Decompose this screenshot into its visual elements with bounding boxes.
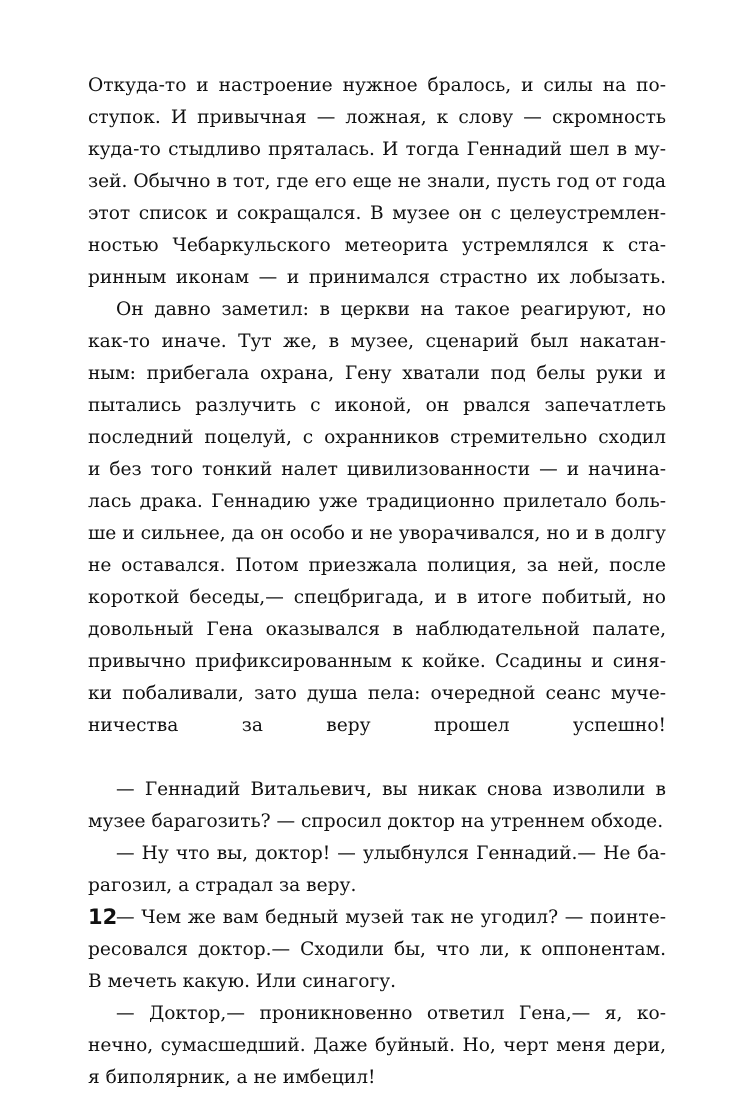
text-line: я биполярник, а не имбецил! [88,1067,376,1088]
text-line: привычно прификсированным к койке. Ссадины и синя- [88,651,666,672]
paragraph [88,294,666,774]
paragraph [88,774,666,838]
text-line: куда-то стыдливо пряталась. И тогда Геннадий шел в му- [88,139,666,160]
text-line: пытались разлучить с иконой, он рвался запечатлеть [88,395,666,416]
text-line: ностью Чебаркульского метеорита устремлялся к ста- [88,235,666,256]
text-line: и без того тонкий налет цивилизованности — и начина- [88,459,666,480]
text-line: — Доктор,— проникновенно ответил Гена,— я, ко- [116,1003,666,1024]
text-line: — Ну что вы, доктор! — улыбнулся Геннадий.— Не ба- [116,843,666,864]
text-line: ничества за веру прошел успешно! [88,715,666,736]
text-line: ки побаливали, зато душа пела: очередной сеанс муче- [88,683,666,704]
text-line [88,742,666,774]
text-line: последний поцелуй, с охранников стремительно сходил [88,427,666,448]
text-line: Он давно заметил: в церкви на такое реагируют, но [116,299,666,320]
paragraph [88,838,666,902]
text-line: Откуда-то и настроение нужное бралось, и силы на по- [88,75,666,96]
text-line: ным: прибегала охрана, Гену хватали под белы руки и [88,363,666,384]
text-line: музее барагозить? — спросил доктор на утреннем обходе. [88,811,664,832]
text-line: ринным иконам — и принимался страстно их лобызать. [88,267,666,288]
text-line: довольный Гена оказывался в наблюдательной палате, [88,619,666,640]
text-line: В мечеть какую. Или синагогу. [88,971,397,992]
text-line: лась драка. Геннадию уже традиционно прилетало боль- [88,491,666,512]
paragraph [88,998,666,1094]
paragraph [88,902,666,998]
text-line: не оставался. Потом приезжала полиция, за ней, после [88,555,666,576]
paragraph [88,70,666,294]
text-line: ступок. И привычная — ложная, к слову — скромность [88,107,666,128]
text-line: рагозил, а страдал за веру. [88,875,357,896]
text-line: нечно, сумасшедший. Даже буйный. Но, черт меня дери, [88,1035,666,1056]
text-line: ше и сильнее, да он особо и не уворачивался, но и в долгу [88,523,666,544]
text-line: зей. Обычно в тот, где его еще не знали, пусть год от года [88,171,666,192]
page-number: 12 [88,905,118,929]
text-line: — Геннадий Витальевич, вы никак снова изволили в [116,779,666,800]
text-line: — Чем же вам бедный музей так не угодил? — поинте- [116,907,666,928]
text-line: как-то иначе. Тут же, в музее, сценарий был накатан- [88,331,666,352]
body-text [88,70,666,1094]
text-line: короткой беседы,— спецбригада, и в итоге побитый, но [88,587,666,608]
text-line: этот список и сокращался. В музее он с целеустремлен- [88,203,666,224]
text-line: ресовался доктор.— Сходили бы, что ли, к оппонентам. [88,939,666,960]
